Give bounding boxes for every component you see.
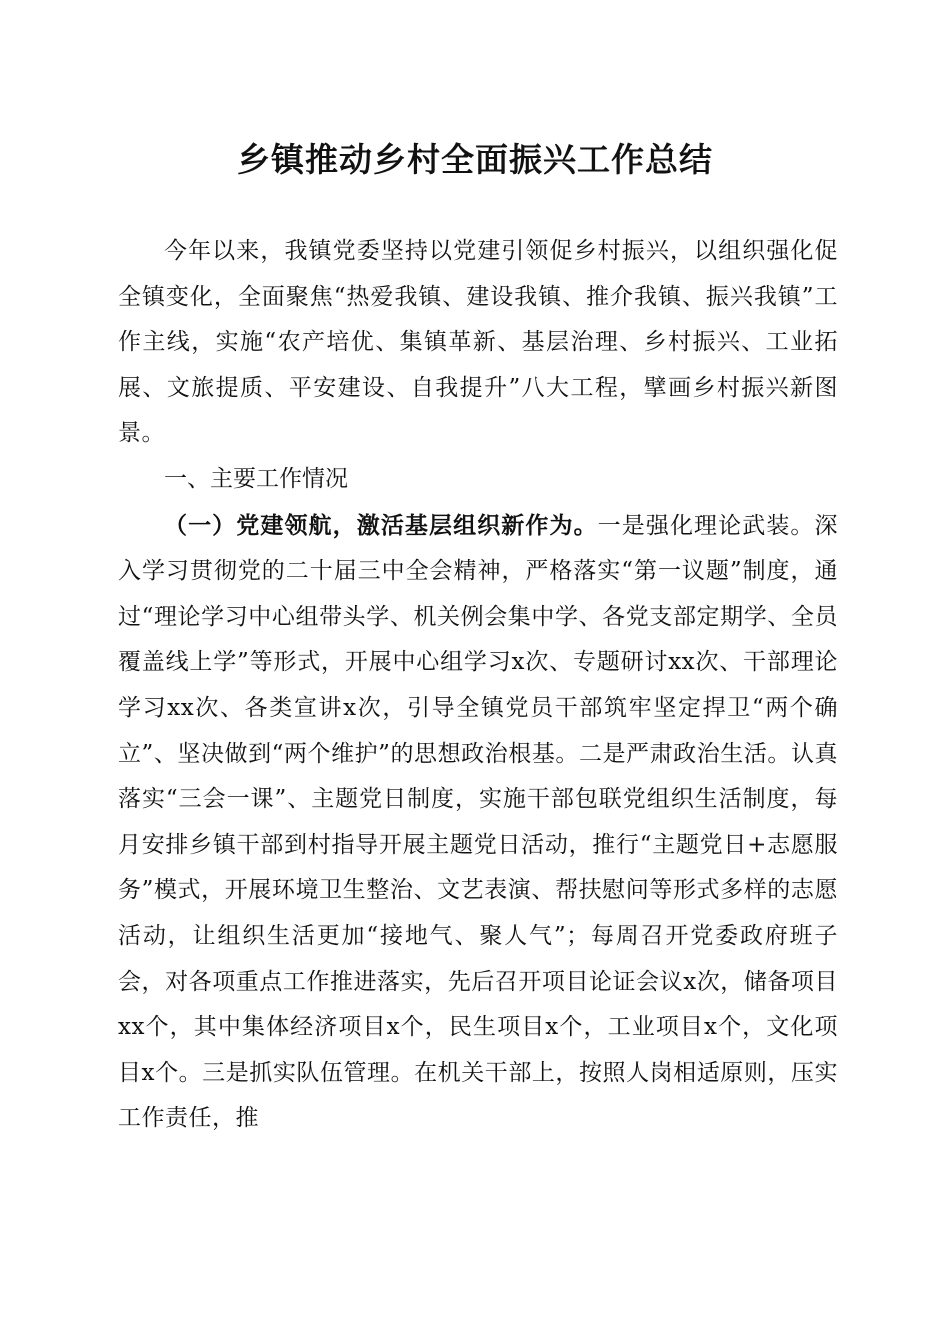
section-heading: 一、主要工作情况 <box>164 465 348 492</box>
subsection-heading: （一）党建领航，激活基层组织新作为。 <box>164 511 598 539</box>
subsection-text: 一是强化理论武装。深入学习贯彻党的二十届三中全会精神，严格落实“第一议题”制度，通过“理论学习中心组带头学、机关例会集中学、各党支部定期学、全员覆盖线上学”等形式，开展中心组学习x次、专题研讨xx次、干部理论学习xx次、各类宣讲x次，引导全镇党员干部筑牢坚定捍卫“两个确立”、坚决做到“两个维护”的思想政治根基。二是严肃政治生活。认真落实“三会一课”、主题党日制度，实施干部包联党组织生活制度，每月安排乡镇干部到村指导开展主题党日活动，推行“主题党日+志愿服务”模式，开展环境卫生整治、文艺表演、帮扶慰问等形式多样的志愿活动，让组织生活更加“接地气、聚人气”；每周召开党委政府班子会，对各项重点工作推进落实，先后召开项目论证会议x次，储备项目xx个，其中集体经济项目x个，民生项目x个，工业项目x个，文化项目x个。三是抓实队伍管理。在机关干部上，按照人岗相适原则，压实工作责任，推 <box>118 512 839 1132</box>
document-body <box>118 229 838 1142</box>
subsection-paragraph <box>118 503 838 1142</box>
intro-paragraph: 今年以来，我镇党委坚持以党建引领促乡村振兴，以组织强化促全镇变化，全面聚焦“热爱我镇、建设我镇、推介我镇、振兴我镇”工作主线，实施“农产培优、集镇革新、基层治理、乡村振兴、工业拓展、文旅提质、平安建设、自我提升”八大工程，擘画乡村振兴新图景。 <box>118 238 838 447</box>
document-title: 乡镇推动乡村全面振兴工作总结 <box>237 140 713 179</box>
